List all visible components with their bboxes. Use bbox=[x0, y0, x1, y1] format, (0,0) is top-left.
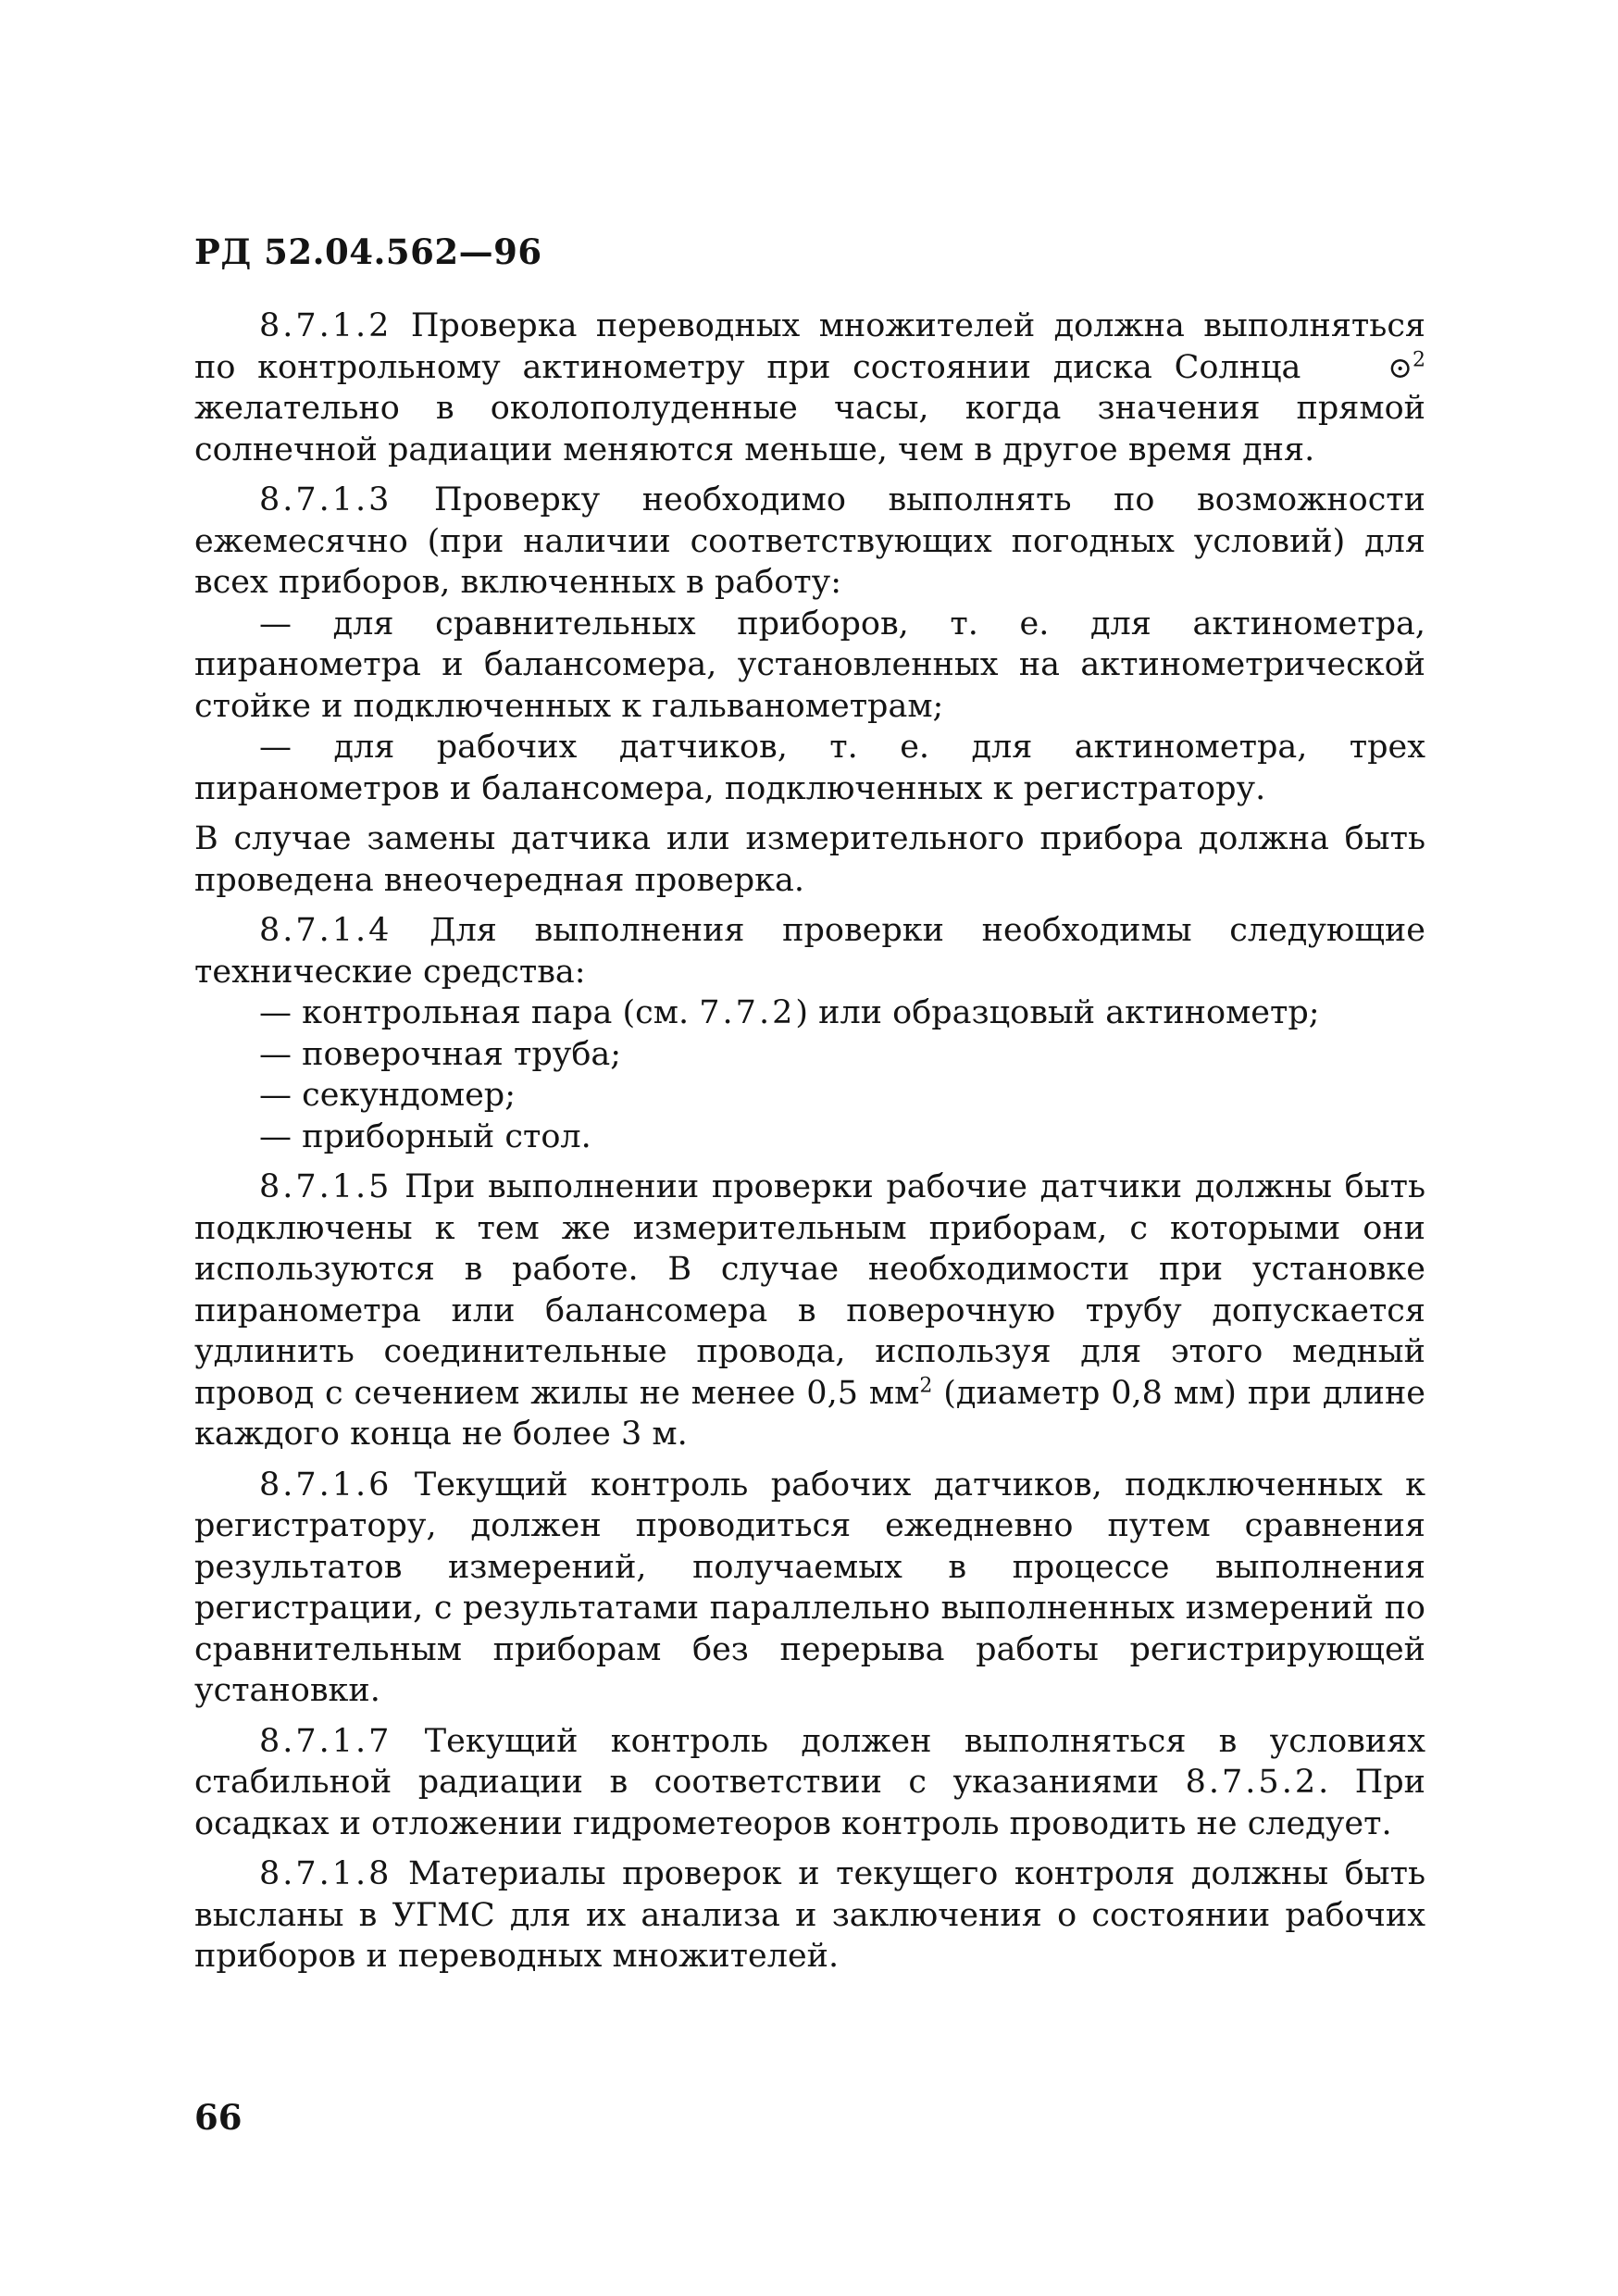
paragraph-8-7-1-4 bbox=[194, 910, 1425, 992]
paragraph-text: Проверку необходимо выполнять по возможности ежемесячно (при наличии соответствующих погодных условий) для всех приборов, включенных в работу: bbox=[194, 481, 1425, 601]
paragraph-text: Для выполнения проверки необходимы следующие технические средства: bbox=[194, 912, 1425, 991]
page-number: 66 bbox=[194, 2097, 243, 2138]
paragraph-8-7-1-8 bbox=[194, 1853, 1425, 1978]
list-item-text: ) или образцовый актинометр; bbox=[795, 994, 1320, 1031]
list-item-text: — контрольная пара (см. bbox=[259, 994, 690, 1031]
device-list bbox=[194, 604, 1425, 810]
list-item: — поверочная труба; bbox=[259, 1035, 622, 1073]
document-page bbox=[194, 231, 1425, 1987]
sun-disk-symbol: ⊙ bbox=[1388, 349, 1413, 385]
paragraph-text: (диаметр 0,8 мм) при длине каждого конца не более 3 м. bbox=[194, 1374, 1425, 1453]
item-number: 8.7.1.5 bbox=[259, 1168, 392, 1205]
list-item: — для рабочих датчиков, т. е. для актинометра, трех пиранометров и балансомера, подключенных к регистратору. bbox=[194, 729, 1425, 807]
list-item bbox=[194, 992, 1425, 1034]
document-code-header: РД 52.04.562—96 bbox=[194, 231, 542, 272]
section-reference: 7.7.2 bbox=[699, 994, 796, 1031]
paragraph-8-7-1-5 bbox=[194, 1167, 1425, 1455]
paragraph-text: . При осадках и отложении гидрометеоров контроль проводить не следует. bbox=[194, 1764, 1425, 1842]
paragraph-text: Материалы проверок и текущего контроля должны быть высланы в УГМС для их анализа и заключения о состоянии рабочих приборов и переводных множителей. bbox=[194, 1855, 1425, 1975]
paragraph-8-7-1-7 bbox=[194, 1721, 1425, 1845]
list-item: — приборный стол. bbox=[259, 1117, 591, 1155]
paragraph-text: Текущий контроль рабочих датчиков, подключенных к регистратору, должен проводиться ежедневно путем сравнения результатов измерений, получаемых в процессе выполнения регистрации, с результатами параллельно выполненных измерений по сравнительным приборам без перерыва работы регистрирующей установки. bbox=[194, 1466, 1425, 1709]
paragraph-text: Проверка переводных множителей должна выполняться по контрольному актинометру при состоянии диска Солнца bbox=[194, 307, 1425, 386]
paragraph-8-7-1-3 bbox=[194, 480, 1425, 604]
item-number: 8.7.1.4 bbox=[259, 912, 392, 949]
square-superscript: 2 bbox=[919, 1373, 933, 1397]
paragraph-replacement-note: В случае замены датчика или измерительного прибора должна быть проведена внеочередная проверка. bbox=[194, 820, 1425, 899]
list-item: — для сравнительных приборов, т. е. для актинометра, пиранометра и балансомера, установленных на актинометрической стойке и подключенных к гальванометрам; bbox=[194, 605, 1425, 725]
technical-means-list bbox=[194, 992, 1425, 1157]
paragraph-8-7-1-2 bbox=[194, 306, 1425, 470]
list-item: — секундомер; bbox=[259, 1077, 516, 1114]
item-number: 8.7.1.7 bbox=[259, 1722, 392, 1760]
item-number: 8.7.1.8 bbox=[259, 1855, 392, 1892]
paragraph-8-7-1-6 bbox=[194, 1465, 1425, 1712]
item-number: 8.7.1.6 bbox=[259, 1466, 392, 1504]
sun-state-superscript: 2 bbox=[1413, 347, 1425, 371]
item-number: 8.7.1.2 bbox=[259, 307, 392, 344]
document-body bbox=[194, 306, 1425, 1978]
section-reference: 8.7.5.2 bbox=[1185, 1764, 1319, 1801]
paragraph-text: желательно в околополуденные часы, когда значения прямой солнечной радиации меняются меньше, чем в другое время дня. bbox=[194, 390, 1425, 468]
paragraph-text: Текущий контроль должен выполняться в условиях стабильной радиации в соответствии с указаниями bbox=[194, 1722, 1425, 1801]
paragraph-text: При выполнении проверки рабочие датчики должны быть подключены к тем же измерительным приборам, с которыми они используются в работе. В случае необходимости при установке пиранометра или балансомера в поверочную трубу допускается удлинить соединительные провода, используя для этого медный провод с сечением жилы не менее 0,5 мм bbox=[194, 1168, 1425, 1412]
item-number: 8.7.1.3 bbox=[259, 481, 392, 518]
